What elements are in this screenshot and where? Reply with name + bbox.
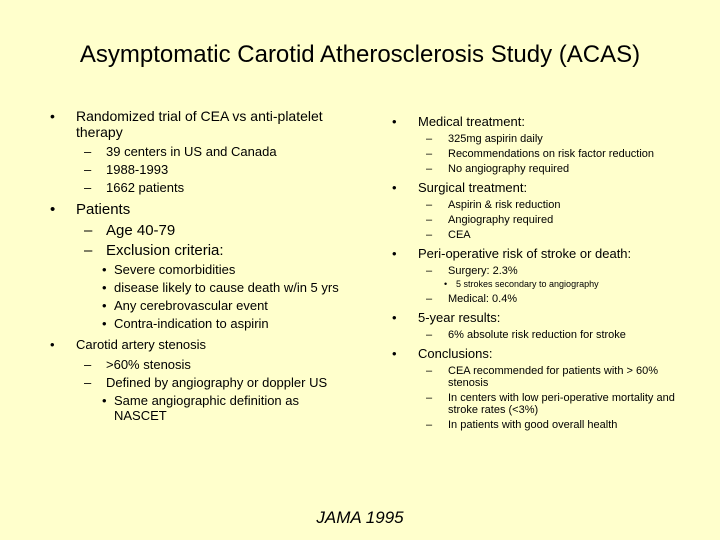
dash-marker: – xyxy=(426,329,433,341)
bullet-text: 5-year results: xyxy=(418,310,501,325)
bullet-marker: • xyxy=(392,246,397,261)
sub-bullet xyxy=(418,214,692,226)
dash-marker: – xyxy=(426,148,433,160)
sub-bullet xyxy=(418,392,692,416)
sub-sub-bullet xyxy=(80,298,350,313)
bullet-text: Surgical treatment: xyxy=(418,180,528,195)
sub-bullet xyxy=(418,133,692,145)
sub-bullet xyxy=(418,293,692,305)
sub-sub-bullet xyxy=(80,393,350,423)
dash-marker: – xyxy=(84,180,92,195)
sub-bullet-text: No angiography required xyxy=(448,163,570,175)
dash-marker: – xyxy=(84,375,92,390)
citation-footer: JAMA 1995 xyxy=(316,508,404,527)
sub-bullet xyxy=(76,375,350,390)
sub-bullet xyxy=(418,329,692,341)
bullet-marker: • xyxy=(102,316,107,331)
dash-marker: – xyxy=(426,265,433,277)
bullet-marker: • xyxy=(102,262,107,277)
bullet-marker: • xyxy=(102,280,107,295)
dash-marker: – xyxy=(426,229,433,241)
dash-marker: – xyxy=(426,293,433,305)
dash-marker: – xyxy=(84,242,93,259)
bullet-text: Randomized trial of CEA vs anti-platelet therapy xyxy=(76,108,323,140)
sub-bullet-text: >60% stenosis xyxy=(106,357,191,372)
bullet-marker: • xyxy=(50,337,55,352)
dash-marker: – xyxy=(426,163,433,175)
bullet-perioperative-risk xyxy=(392,246,692,261)
sub-sub-bullet xyxy=(80,280,350,295)
left-column xyxy=(50,108,350,423)
sub-bullet xyxy=(76,144,350,159)
sub-bullet-text: In patients with good overall health xyxy=(448,419,618,431)
bullet-text: Conclusions: xyxy=(418,346,493,361)
sub-sub-bullet-text: Severe comorbidities xyxy=(114,262,236,277)
sub-bullet-text: Recommendations on risk factor reduction xyxy=(448,148,655,160)
sub-bullet-text: In centers with low peri-operative mortality and stroke rates (<3%) xyxy=(448,392,675,416)
bullet-five-year-results xyxy=(392,310,692,325)
bullet-marker: • xyxy=(50,108,55,124)
bullet-marker: • xyxy=(392,310,397,325)
sub-bullet xyxy=(418,419,692,431)
sub-bullet-text: 325mg aspirin daily xyxy=(448,133,543,145)
sub-bullet-text: Exclusion criteria: xyxy=(106,242,224,259)
sub-bullet-text: CEA xyxy=(448,229,471,241)
dash-marker: – xyxy=(84,357,92,372)
dash-marker: – xyxy=(426,199,433,211)
sub-bullet xyxy=(418,148,692,160)
right-column xyxy=(392,114,692,431)
sub-bullet-text: Medical: 0.4% xyxy=(448,293,518,305)
sub-sub-bullet-text: Contra-indication to aspirin xyxy=(114,316,269,331)
sub-sub-bullet-text: disease likely to cause death w/in 5 yrs xyxy=(114,280,339,295)
sub-bullet-text: 1662 patients xyxy=(106,180,185,195)
bullet-text: Carotid artery stenosis xyxy=(76,337,207,352)
sub-sub-bullet xyxy=(80,262,350,277)
dash-marker: – xyxy=(426,214,433,226)
bullet-marker: • xyxy=(444,279,448,289)
dash-marker: – xyxy=(426,133,433,145)
dash-marker: – xyxy=(426,419,433,431)
dash-marker: – xyxy=(426,365,433,377)
bullet-marker: • xyxy=(392,114,397,129)
sub-bullet xyxy=(418,229,692,241)
sub-bullet-text: Age 40-79 xyxy=(106,222,176,239)
dash-marker: – xyxy=(84,144,92,159)
bullet-marker: • xyxy=(102,298,107,313)
sub-sub-bullet-text: Any cerebrovascular event xyxy=(114,298,268,313)
sub-bullet-text: CEA recommended for patients with > 60% stenosis xyxy=(448,365,659,389)
sub-bullet xyxy=(76,162,350,177)
sub-bullet-text: Defined by angiography or doppler US xyxy=(106,375,328,390)
sub-sub-bullet xyxy=(422,279,692,290)
dash-marker: – xyxy=(84,222,93,239)
bullet-text: Peri-operative risk of stroke or death: xyxy=(418,246,632,261)
sub-bullet-text: Angiography required xyxy=(448,214,554,226)
bullet-marker: • xyxy=(392,346,397,361)
sub-bullet-text: 1988-1993 xyxy=(106,162,169,177)
sub-sub-bullet-text: Same angiographic definition as NASCET xyxy=(114,393,300,423)
dash-marker: – xyxy=(426,392,433,404)
sub-bullet-text: Surgery: 2.3% xyxy=(448,265,518,277)
sub-bullet xyxy=(76,222,350,239)
sub-bullet xyxy=(76,357,350,372)
sub-bullet-text: Aspirin & risk reduction xyxy=(448,199,561,211)
sub-sub-bullet xyxy=(80,316,350,331)
bullet-text: Patients xyxy=(76,201,131,218)
sub-bullet xyxy=(418,199,692,211)
bullet-marker: • xyxy=(50,201,56,218)
sub-bullet xyxy=(76,242,350,259)
bullet-marker: • xyxy=(392,180,397,195)
sub-bullet xyxy=(418,163,692,175)
sub-bullet xyxy=(76,180,350,195)
sub-sub-bullet-text: 5 strokes secondary to angiography xyxy=(456,279,599,289)
sub-bullet xyxy=(418,265,692,277)
bullet-marker: • xyxy=(102,393,107,408)
sub-bullet-text: 39 centers in US and Canada xyxy=(106,144,277,159)
slide-title: Asymptomatic Carotid Atherosclerosis Study (ACAS) xyxy=(79,41,641,68)
sub-bullet xyxy=(418,365,692,389)
bullet-medical-treatment xyxy=(392,114,692,129)
dash-marker: – xyxy=(84,162,92,177)
sub-bullet-text: 6% absolute risk reduction for stroke xyxy=(448,329,626,341)
bullet-conclusions xyxy=(392,346,692,361)
bullet-patients xyxy=(50,201,350,218)
bullet-text: Medical treatment: xyxy=(418,114,525,129)
bullet-randomized-trial xyxy=(50,108,350,140)
bullet-carotid-stenosis xyxy=(50,337,350,353)
bullet-surgical-treatment xyxy=(392,180,692,195)
